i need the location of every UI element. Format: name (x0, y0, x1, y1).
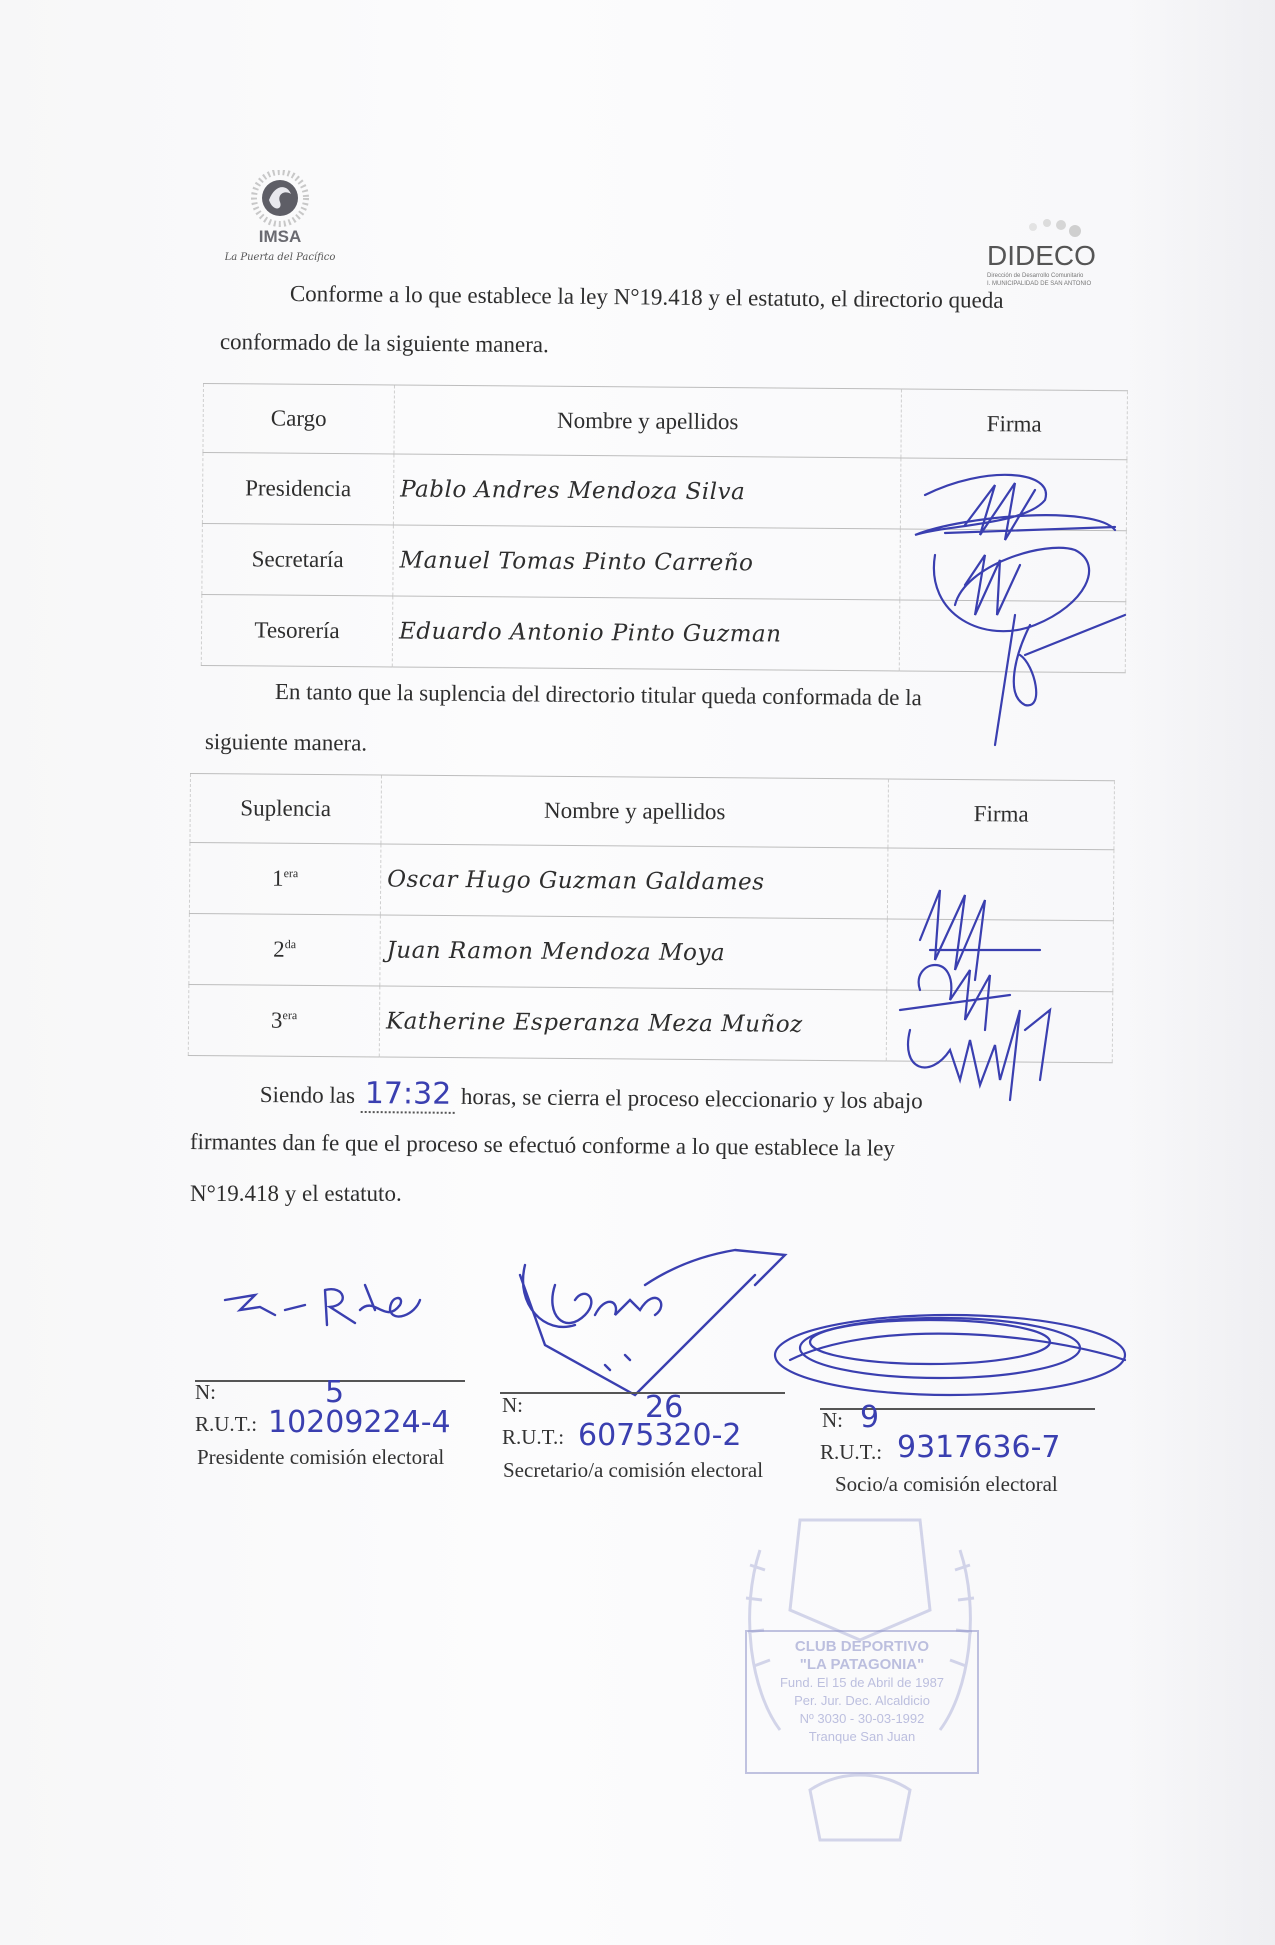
handwritten-name: Katherine Esperanza Meza Muñoz (379, 986, 887, 1061)
cargo-cell: Presidencia (202, 453, 394, 525)
rut-value: 10209224-4 (268, 1405, 451, 1440)
header-firma: Firma (888, 779, 1115, 850)
rut-label: R.U.T.: (195, 1412, 258, 1436)
rut-value: 9317636-7 (897, 1430, 1061, 1465)
role-label: Presidente comisión electoral (197, 1445, 445, 1469)
header-firma: Firma (901, 389, 1128, 460)
table-header-row (190, 774, 1115, 850)
signature-suplencia-1 (920, 890, 1040, 980)
cargo-cell: Secretaría (202, 523, 394, 595)
svg-text:Dirección de Desarrollo Comuni: Dirección de Desarrollo Comunitario (987, 273, 1084, 279)
dideco-logo (985, 215, 1100, 290)
rut-value: 6075320-2 (578, 1418, 742, 1453)
n-label: N: (195, 1380, 216, 1404)
signature-president (215, 1255, 445, 1345)
role-label: Secretario/a comisión electoral (503, 1458, 764, 1482)
signature-member (770, 1300, 1140, 1410)
mid-line-2: siguiente manera. (204, 729, 368, 756)
svg-text:I. MUNICIPALIDAD DE SAN ANTONI: I. MUNICIPALIDAD DE SAN ANTONIO (987, 281, 1092, 287)
role-label: Socio/a comisión electoral (835, 1472, 1058, 1496)
n-value: 9 (860, 1400, 880, 1435)
header-cargo: Cargo (203, 384, 395, 454)
svg-text:La Puerta del Pacífico: La Puerta del Pacífico (225, 252, 335, 263)
handwritten-name: Oscar Hugo Guzman Galdames (380, 844, 888, 919)
signature-tesoreria (1014, 625, 1036, 705)
n-label: N: (502, 1393, 523, 1417)
suplencia-order-cell: $3^{era}$ (188, 984, 380, 1056)
handwritten-name: Manuel Tomas Pinto Carreño (393, 525, 901, 600)
suplencia-signatures (890, 880, 1090, 1110)
svg-text:DIDECO: DIDECO (987, 240, 1096, 271)
n-label: N: (822, 1408, 843, 1432)
mid-line-1: En tanto que la suplencia del directorio titular queda conformada de la (274, 679, 922, 711)
intro-line-1: Conforme a lo que establece la ley N°19.418 y el estatuto, el directorio queda (289, 281, 1004, 313)
closing-line-1 (260, 1078, 923, 1114)
closing-time: 17:32 (361, 1076, 456, 1114)
closing-pre: Siendo las (259, 1081, 356, 1108)
signature-secretary (505, 1245, 805, 1405)
handwritten-name: Juan Ramon Mendoza Moya (380, 915, 888, 990)
closing-line-2: firmantes dan fe que el proceso se efectuó conforme a lo que establece la ley (189, 1129, 895, 1161)
rut-label: R.U.T.: (820, 1440, 883, 1464)
rut-label: R.U.T.: (502, 1425, 565, 1449)
header-nombre: Nombre y apellidos (381, 775, 889, 848)
handwritten-name: Eduardo Antonio Pinto Guzman (392, 596, 900, 671)
signature-secretaria (934, 548, 1089, 631)
imsa-logo (225, 170, 335, 275)
handwritten-name: Pablo Andres Mendoza Silva (393, 454, 901, 529)
suplencia-order-cell: $1^{era}$ (189, 843, 381, 915)
cargo-cell: Tesorería (201, 594, 393, 666)
header-suplencia: Suplencia (190, 774, 382, 844)
suplencia-order-cell: $2^{da}$ (189, 913, 381, 985)
table-header-row (203, 384, 1128, 460)
header-nombre: Nombre y apellidos (394, 385, 902, 458)
directorio-signatures (905, 455, 1145, 755)
signature-line-2 (500, 1392, 785, 1394)
signature-suplencia-2 (900, 965, 1010, 1030)
closing-post: horas, se cierra el proceso eleccionario y los abajo (460, 1083, 923, 1114)
club-stamp: CLUB DEPORTIVO "LA PATAGONIA" Fund. El 15 de Abril de 1987 Per. Jur. Dec. Alcaldicio Nº 3030 - 30-03-1992 Tranque San Juan (745, 1630, 979, 1774)
scan-edge-shadow (1125, 0, 1275, 1945)
closing-line-3: N°19.418 y el estatuto. (190, 1181, 402, 1206)
n-value: 26 (645, 1390, 684, 1425)
signature-suplencia-3 (908, 1010, 1050, 1100)
svg-text:IMSA: IMSA (258, 227, 302, 246)
n-value: 5 (325, 1375, 345, 1410)
intro-line-2: conformado de la siguiente manera. (219, 329, 549, 358)
